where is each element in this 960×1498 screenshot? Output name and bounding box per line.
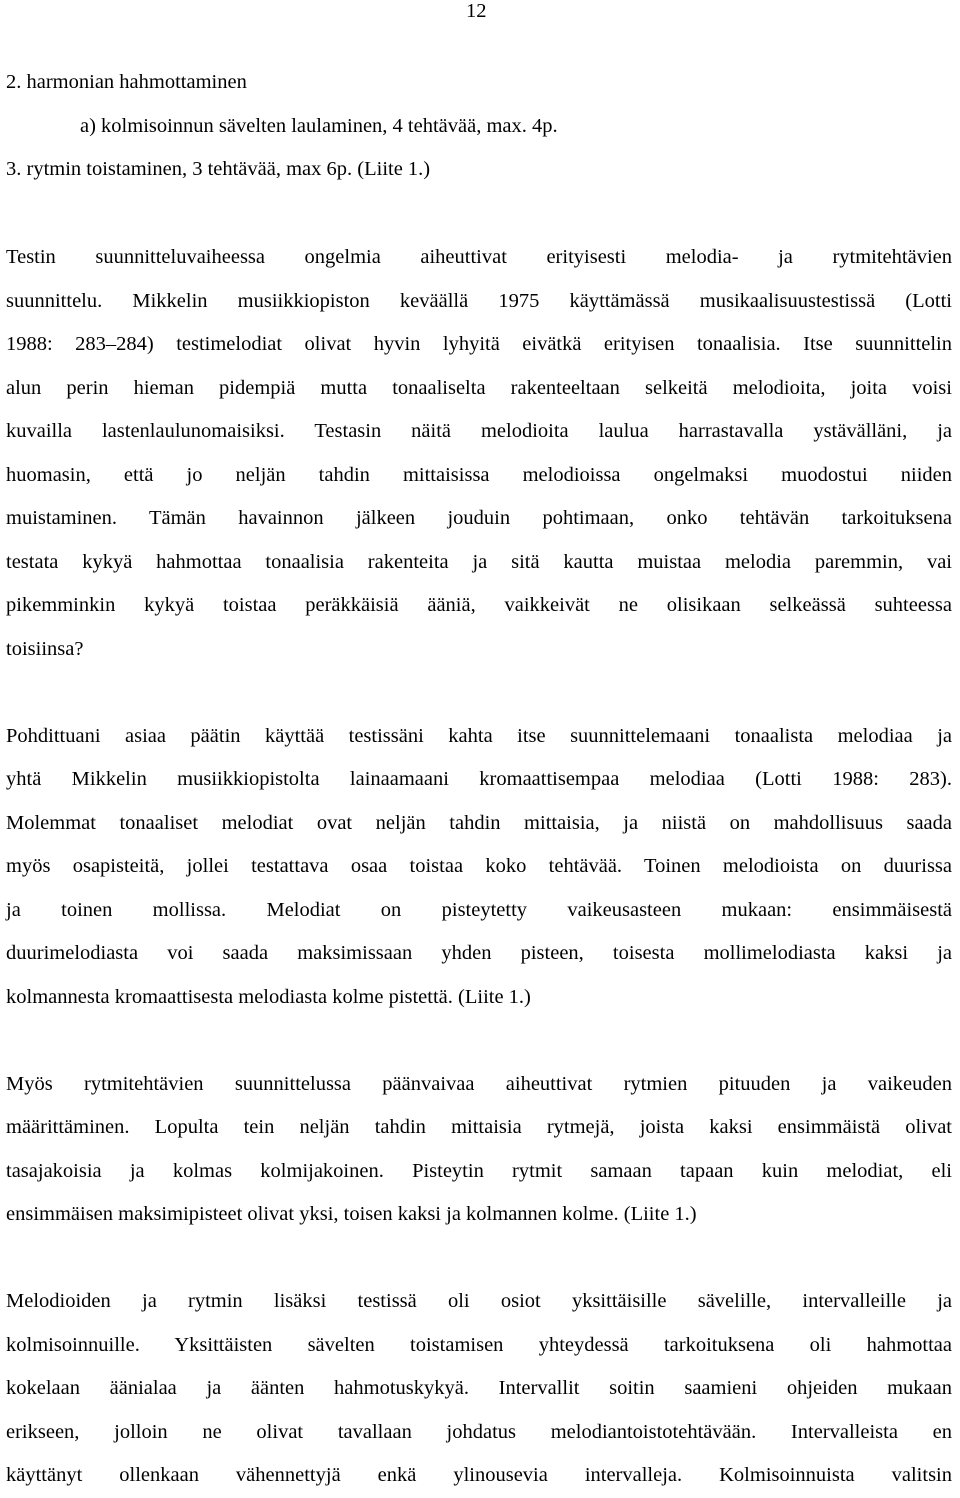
text-line: myös osapisteitä, jollei testattava osaa toistaa koko tehtävää. Toinen melodioista on duurissa (6, 855, 952, 877)
text-line: kokelaan äänialaa ja äänten hahmotuskykyä. Intervallit soitin saamieni ohjeiden mukaan (6, 1377, 952, 1399)
test-sections-list (6, 61, 952, 192)
text-line: Pohdittuani asiaa päätin käyttää testissäni kahta itse suunnittelemaani tonaalista melodiaa ja (6, 724, 952, 747)
text-line: kolmannesta kromaattisesta melodiasta kolme pistettä. (Liite 1.) (6, 985, 531, 1008)
document-body (6, 236, 952, 1498)
text-line: Testin suunnitteluvaiheessa ongelmia aiheuttivat erityisesti melodia- ja rytmitehtävien (6, 246, 952, 268)
text-line: toisiinsa? (6, 637, 84, 660)
text-line: duurimelodiasta voi saada maksimissaan yhden pisteen, toisesta mollimelodiasta kaksi ja (6, 942, 952, 964)
text-line: erikseen, jolloin ne olivat tavallaan johdatus melodiantoistotehtävään. Intervalleista en (6, 1420, 952, 1443)
text-line: huomasin, että jo neljän tahdin mittaisissa melodioissa ongelmaksi muodostui niiden (6, 463, 952, 486)
text-line: tasajakoisia ja kolmas kolmijakoinen. Pisteytin rytmit samaan tapaan kuin melodiat, eli (6, 1159, 952, 1182)
text-line: alun perin hieman pidempiä mutta tonaaliselta rakenteeltaan selkeitä melodioita, joita voisi (6, 376, 952, 399)
paragraph (6, 715, 952, 1020)
text-line: kuvailla lastenlaulunomaisiksi. Testasin näitä melodioita laulua harrastavalla ystävälläni, ja (6, 420, 952, 442)
list-item: a) kolmisoinnun sävelten laulaminen, 4 tehtävää, max. 4p. (80, 114, 558, 137)
text-line: Myös rytmitehtävien suunnittelussa päänvaivaa aiheuttivat rytmien pituuden ja vaikeuden (6, 1072, 952, 1095)
text-line: suunnittelu. Mikkelin musiikkiopiston keväällä 1975 käyttämässä musikaalisuustestissä (Lotti (6, 289, 952, 312)
list-item: 2. harmonian hahmottaminen (6, 71, 247, 93)
text-line: muistaminen. Tämän havainnon jälkeen jouduin pohtimaan, onko tehtävän tarkoituksena (6, 507, 952, 529)
text-line: Molemmat tonaaliset melodiat ovat neljän tahdin mittaisia, ja niistä on mahdollisuus saada (6, 811, 952, 834)
list-item: 3. rytmin toistaminen, 3 tehtävää, max 6p. (Liite 1.) (6, 158, 431, 180)
text-line: ensimmäisen maksimipisteet olivat yksi, toisen kaksi ja kolmannen kolme. (Liite 1.) (6, 1203, 697, 1225)
text-line: ja toinen mollissa. Melodiat on pisteytetty vaikeusasteen mukaan: ensimmäisestä (6, 898, 952, 921)
text-line: Melodioiden ja rytmin lisäksi testissä oli osiot yksittäisille sävelille, intervalleille ja (6, 1290, 952, 1312)
text-line: käyttänyt ollenkaan vähennettyjä enkä ylinousevia intervalleja. Kolmisoinnuista valitsin (6, 1464, 952, 1486)
text-line: yhtä Mikkelin musiikkiopistolta lainaamaani kromaattisempaa melodiaa (Lotti 1988: 283). (6, 768, 952, 790)
page-number: 12 (466, 0, 487, 22)
text-line: testata kykyä hahmottaa tonaalisia rakenteita ja sitä kautta muistaa melodia paremmin, vai (6, 550, 952, 573)
text-line: määrittäminen. Lopulta tein neljän tahdin mittaisia rytmejä, joista kaksi ensimmäistä olivat (6, 1116, 952, 1138)
paragraph (6, 1280, 952, 1498)
paragraph (6, 236, 952, 671)
text-line: 1988: 283–284) testimelodiat olivat hyvin lyhyitä eivätkä erityisen tonaalisia. Itse suunnittelin (6, 333, 952, 355)
text-line: pikemminkin kykyä toistaa peräkkäisiä ääniä, vaikkeivät ne olisikaan selkeässä suhteessa (6, 594, 952, 616)
paragraph (6, 1063, 952, 1237)
text-line: kolmisoinnuille. Yksittäisten sävelten toistamisen yhteydessä tarkoituksena oli hahmottaa (6, 1333, 952, 1356)
